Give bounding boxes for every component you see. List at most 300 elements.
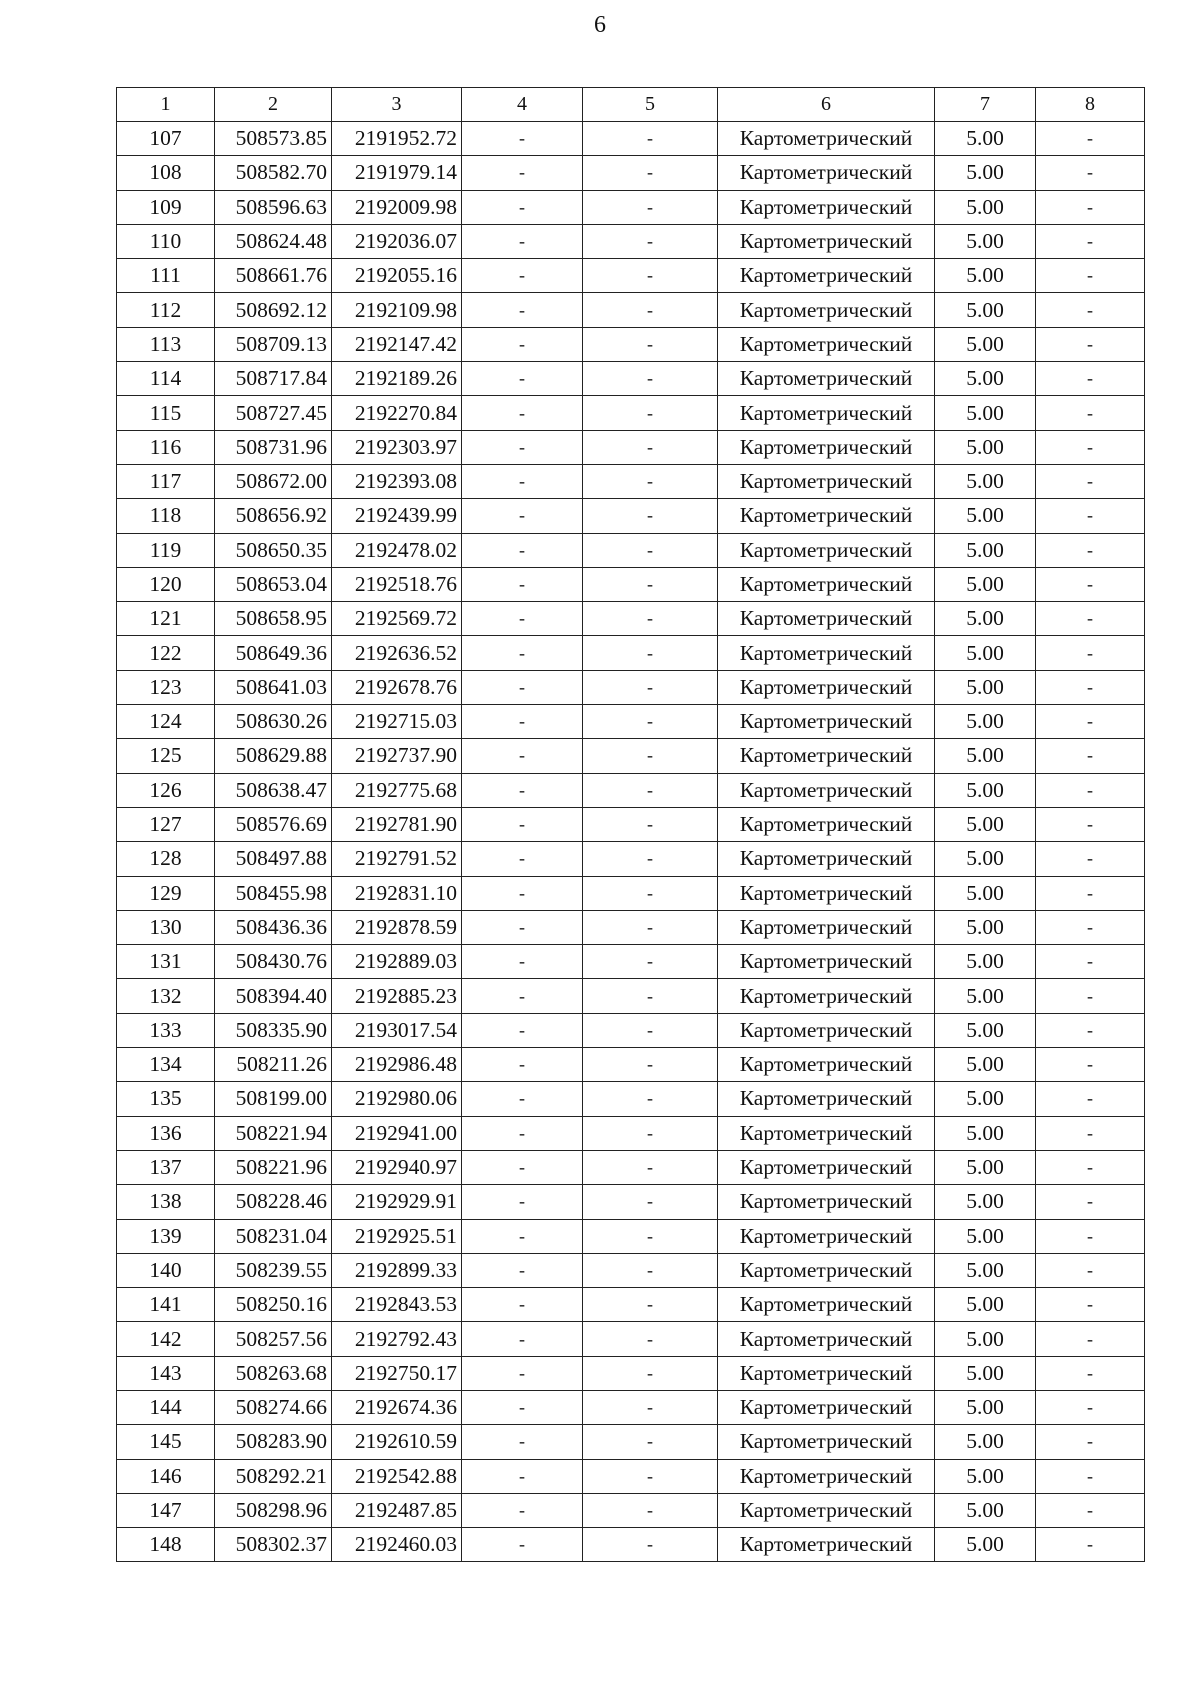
table-body <box>117 88 1145 1562</box>
table-row <box>117 224 1145 258</box>
table-cell: 2192781.90 <box>332 807 462 841</box>
table-row <box>117 602 1145 636</box>
table-cell: - <box>462 945 583 979</box>
table-row <box>117 842 1145 876</box>
table-row <box>117 1459 1145 1493</box>
table-cell: 5.00 <box>935 396 1036 430</box>
table-cell: Картометрический <box>718 1185 935 1219</box>
table-cell: 508335.90 <box>215 1013 332 1047</box>
table-cell: - <box>1036 1013 1145 1047</box>
table-cell: Картометрический <box>718 1459 935 1493</box>
table-cell: 5.00 <box>935 499 1036 533</box>
table-cell: - <box>462 156 583 190</box>
table-cell: - <box>583 1288 718 1322</box>
table-cell: Картометрический <box>718 1048 935 1082</box>
table-cell: 2192940.97 <box>332 1150 462 1184</box>
table-cell: 2192109.98 <box>332 293 462 327</box>
table-cell: - <box>583 1493 718 1527</box>
table-cell: - <box>583 670 718 704</box>
table-cell: 5.00 <box>935 842 1036 876</box>
table-cell: - <box>1036 156 1145 190</box>
table-cell: 2191979.14 <box>332 156 462 190</box>
table-cell: Картометрический <box>718 190 935 224</box>
table-cell: 128 <box>117 842 215 876</box>
table-cell: - <box>462 670 583 704</box>
table-cell: - <box>462 636 583 670</box>
table-row <box>117 533 1145 567</box>
table-cell: 2192715.03 <box>332 705 462 739</box>
table-cell: - <box>583 979 718 1013</box>
table-row <box>117 1356 1145 1390</box>
table-cell: 5.00 <box>935 1356 1036 1390</box>
table-cell: - <box>462 1116 583 1150</box>
table-row <box>117 1528 1145 1562</box>
table-cell: 508653.04 <box>215 567 332 601</box>
table-cell: Картометрический <box>718 362 935 396</box>
table-cell: Картометрический <box>718 224 935 258</box>
table-cell: - <box>462 1150 583 1184</box>
table-cell: Картометрический <box>718 1390 935 1424</box>
table-cell: 139 <box>117 1219 215 1253</box>
table-cell: - <box>462 224 583 258</box>
table-row <box>117 1219 1145 1253</box>
table-cell: - <box>1036 190 1145 224</box>
table-cell: 5.00 <box>935 567 1036 601</box>
table-cell: - <box>1036 1288 1145 1322</box>
table-cell: - <box>462 464 583 498</box>
table-row <box>117 362 1145 396</box>
table-cell: - <box>462 602 583 636</box>
table-row <box>117 1288 1145 1322</box>
table-cell: Картометрический <box>718 430 935 464</box>
table-cell: 508596.63 <box>215 190 332 224</box>
table-cell: 5.00 <box>935 1013 1036 1047</box>
table-cell: - <box>583 807 718 841</box>
table-cell: - <box>1036 327 1145 361</box>
table-cell: 508649.36 <box>215 636 332 670</box>
table-row <box>117 1116 1145 1150</box>
table-cell: 2192986.48 <box>332 1048 462 1082</box>
table-cell: 2192542.88 <box>332 1459 462 1493</box>
column-header: 3 <box>332 88 462 122</box>
table-cell: 5.00 <box>935 910 1036 944</box>
table-cell: 508455.98 <box>215 876 332 910</box>
table-row <box>117 1048 1145 1082</box>
table-cell: - <box>1036 362 1145 396</box>
table-cell: 127 <box>117 807 215 841</box>
table-cell: - <box>583 156 718 190</box>
table-cell: - <box>583 773 718 807</box>
table-cell: - <box>462 1528 583 1562</box>
table-cell: - <box>1036 430 1145 464</box>
table-cell: 126 <box>117 773 215 807</box>
table-cell: 508239.55 <box>215 1253 332 1287</box>
table-cell: - <box>583 293 718 327</box>
table-cell: 2192460.03 <box>332 1528 462 1562</box>
table-cell: - <box>1036 259 1145 293</box>
table-row <box>117 1390 1145 1424</box>
table-cell: 2192439.99 <box>332 499 462 533</box>
table-cell: - <box>462 1493 583 1527</box>
table-cell: 5.00 <box>935 122 1036 156</box>
table-cell: 140 <box>117 1253 215 1287</box>
table-cell: 508231.04 <box>215 1219 332 1253</box>
table-row <box>117 910 1145 944</box>
table-cell: 122 <box>117 636 215 670</box>
table-cell: - <box>583 739 718 773</box>
table-cell: 145 <box>117 1425 215 1459</box>
table-row <box>117 807 1145 841</box>
table-cell: 508497.88 <box>215 842 332 876</box>
table-cell: 132 <box>117 979 215 1013</box>
table-cell: 2192775.68 <box>332 773 462 807</box>
table-cell: - <box>1036 293 1145 327</box>
table-cell: - <box>1036 224 1145 258</box>
table-cell: 134 <box>117 1048 215 1082</box>
table-cell: 5.00 <box>935 945 1036 979</box>
table-cell: - <box>1036 979 1145 1013</box>
table-cell: 148 <box>117 1528 215 1562</box>
table-cell: 2192055.16 <box>332 259 462 293</box>
table-cell: 2192189.26 <box>332 362 462 396</box>
table-cell: - <box>462 739 583 773</box>
column-header: 5 <box>583 88 718 122</box>
table-cell: - <box>583 533 718 567</box>
table-cell: 2192009.98 <box>332 190 462 224</box>
table-cell: - <box>462 1459 583 1493</box>
table-cell: Картометрический <box>718 739 935 773</box>
table-cell: - <box>462 362 583 396</box>
coordinates-table <box>116 87 1145 1562</box>
table-cell: 508263.68 <box>215 1356 332 1390</box>
table-cell: - <box>1036 876 1145 910</box>
table-cell: 144 <box>117 1390 215 1424</box>
table-cell: 2192899.33 <box>332 1253 462 1287</box>
table-cell: 2192792.43 <box>332 1322 462 1356</box>
table-cell: - <box>1036 1390 1145 1424</box>
table-cell: 121 <box>117 602 215 636</box>
table-cell: 109 <box>117 190 215 224</box>
table-row <box>117 670 1145 704</box>
table-cell: 5.00 <box>935 327 1036 361</box>
table-row <box>117 979 1145 1013</box>
table-cell: 129 <box>117 876 215 910</box>
table-cell: 137 <box>117 1150 215 1184</box>
table-cell: Картометрический <box>718 1425 935 1459</box>
table-cell: - <box>1036 1048 1145 1082</box>
table-cell: - <box>462 1082 583 1116</box>
table-row <box>117 430 1145 464</box>
table-cell: - <box>462 567 583 601</box>
table-row <box>117 945 1145 979</box>
table-cell: 110 <box>117 224 215 258</box>
table-cell: - <box>462 773 583 807</box>
table-cell: 2192478.02 <box>332 533 462 567</box>
table-cell: 120 <box>117 567 215 601</box>
table-cell: 5.00 <box>935 1322 1036 1356</box>
table-cell: 125 <box>117 739 215 773</box>
table-cell: - <box>583 1459 718 1493</box>
table-cell: 508656.92 <box>215 499 332 533</box>
table-cell: 5.00 <box>935 1425 1036 1459</box>
table-cell: 115 <box>117 396 215 430</box>
table-cell: - <box>583 1253 718 1287</box>
table-row <box>117 156 1145 190</box>
table-cell: 130 <box>117 910 215 944</box>
table-cell: 2191952.72 <box>332 122 462 156</box>
table-cell: - <box>462 910 583 944</box>
table-cell: - <box>583 396 718 430</box>
table-cell: 136 <box>117 1116 215 1150</box>
table-row <box>117 1253 1145 1287</box>
table-cell: 112 <box>117 293 215 327</box>
table-cell: Картометрический <box>718 1082 935 1116</box>
table-cell: 508582.70 <box>215 156 332 190</box>
column-header: 6 <box>718 88 935 122</box>
table-cell: - <box>1036 910 1145 944</box>
table-cell: 2192636.52 <box>332 636 462 670</box>
table-cell: - <box>462 1048 583 1082</box>
table-cell: - <box>462 705 583 739</box>
table-cell: - <box>462 293 583 327</box>
table-row <box>117 567 1145 601</box>
table-cell: 116 <box>117 430 215 464</box>
table-cell: 141 <box>117 1288 215 1322</box>
table-cell: 5.00 <box>935 876 1036 910</box>
table-row <box>117 1013 1145 1047</box>
table-cell: 2192929.91 <box>332 1185 462 1219</box>
table-cell: 508727.45 <box>215 396 332 430</box>
table-cell: Картометрический <box>718 1150 935 1184</box>
table-cell: 508573.85 <box>215 122 332 156</box>
table-cell: 508221.96 <box>215 1150 332 1184</box>
table-cell: - <box>462 979 583 1013</box>
table-cell: - <box>462 1322 583 1356</box>
table-cell: 2192791.52 <box>332 842 462 876</box>
table-cell: 5.00 <box>935 1219 1036 1253</box>
column-header: 8 <box>1036 88 1145 122</box>
table-cell: - <box>583 122 718 156</box>
table-cell: Картометрический <box>718 396 935 430</box>
table-cell: - <box>462 1253 583 1287</box>
table-cell: Картометрический <box>718 636 935 670</box>
table-cell: 2192147.42 <box>332 327 462 361</box>
table-cell: - <box>583 327 718 361</box>
table-cell: - <box>583 1425 718 1459</box>
table-cell: 131 <box>117 945 215 979</box>
table-cell: - <box>583 1048 718 1082</box>
table-cell: Картометрический <box>718 979 935 1013</box>
table-cell: 508221.94 <box>215 1116 332 1150</box>
table-cell: 2192674.36 <box>332 1390 462 1424</box>
column-header: 2 <box>215 88 332 122</box>
table-cell: 2192941.00 <box>332 1116 462 1150</box>
table-row <box>117 876 1145 910</box>
table-row <box>117 1082 1145 1116</box>
table-cell: 114 <box>117 362 215 396</box>
table-cell: 5.00 <box>935 224 1036 258</box>
table-cell: 5.00 <box>935 807 1036 841</box>
table-cell: 2192980.06 <box>332 1082 462 1116</box>
table-cell: - <box>462 1425 583 1459</box>
table-cell: 135 <box>117 1082 215 1116</box>
table-cell: 146 <box>117 1459 215 1493</box>
table-cell: - <box>1036 1356 1145 1390</box>
table-cell: Картометрический <box>718 122 935 156</box>
table-row <box>117 396 1145 430</box>
table-cell: Картометрический <box>718 705 935 739</box>
table-cell: - <box>1036 1493 1145 1527</box>
table-cell: 5.00 <box>935 1082 1036 1116</box>
table-cell: 5.00 <box>935 1185 1036 1219</box>
table-cell: Картометрический <box>718 1253 935 1287</box>
table-cell: - <box>583 1150 718 1184</box>
table-cell: - <box>583 1219 718 1253</box>
table-row <box>117 190 1145 224</box>
table-cell: - <box>583 464 718 498</box>
table-cell: - <box>1036 670 1145 704</box>
table-cell: 508211.26 <box>215 1048 332 1082</box>
table-cell: 5.00 <box>935 670 1036 704</box>
table-cell: 5.00 <box>935 1150 1036 1184</box>
table-row <box>117 1425 1145 1459</box>
table-header-row <box>117 88 1145 122</box>
table-cell: - <box>583 1185 718 1219</box>
table-cell: - <box>1036 1116 1145 1150</box>
table-cell: 2192487.85 <box>332 1493 462 1527</box>
table-cell: 143 <box>117 1356 215 1390</box>
table-cell: 2192878.59 <box>332 910 462 944</box>
table-cell: Картометрический <box>718 327 935 361</box>
table-cell: - <box>583 945 718 979</box>
table-cell: 2192678.76 <box>332 670 462 704</box>
table-cell: - <box>1036 705 1145 739</box>
table-cell: - <box>1036 1082 1145 1116</box>
table-cell: 5.00 <box>935 190 1036 224</box>
table-cell: 508731.96 <box>215 430 332 464</box>
table-cell: 2192610.59 <box>332 1425 462 1459</box>
table-cell: Картометрический <box>718 1356 935 1390</box>
table-cell: - <box>1036 807 1145 841</box>
table-cell: Картометрический <box>718 602 935 636</box>
table-cell: Картометрический <box>718 1219 935 1253</box>
table-cell: 508302.37 <box>215 1528 332 1562</box>
table-cell: 111 <box>117 259 215 293</box>
table-cell: 5.00 <box>935 293 1036 327</box>
table-cell: 508250.16 <box>215 1288 332 1322</box>
table-cell: - <box>462 533 583 567</box>
table-cell: Картометрический <box>718 807 935 841</box>
table-cell: 5.00 <box>935 156 1036 190</box>
table-cell: - <box>462 842 583 876</box>
table-cell: - <box>462 259 583 293</box>
table-cell: - <box>583 705 718 739</box>
table-cell: - <box>1036 533 1145 567</box>
table-cell: - <box>462 807 583 841</box>
table-cell: - <box>583 362 718 396</box>
table-cell: 5.00 <box>935 1116 1036 1150</box>
table-cell: - <box>462 327 583 361</box>
table-cell: 5.00 <box>935 259 1036 293</box>
table-cell: 142 <box>117 1322 215 1356</box>
table-cell: 508658.95 <box>215 602 332 636</box>
table-cell: 2192569.72 <box>332 602 462 636</box>
table-row <box>117 259 1145 293</box>
table-cell: 2192036.07 <box>332 224 462 258</box>
table-cell: - <box>583 636 718 670</box>
table-cell: - <box>462 499 583 533</box>
table-cell: 5.00 <box>935 430 1036 464</box>
table-cell: - <box>1036 1253 1145 1287</box>
table-cell: 5.00 <box>935 464 1036 498</box>
table-cell: 5.00 <box>935 1493 1036 1527</box>
table-cell: 2192889.03 <box>332 945 462 979</box>
table-cell: 2192270.84 <box>332 396 462 430</box>
table-cell: 2192925.51 <box>332 1219 462 1253</box>
table-cell: - <box>583 1528 718 1562</box>
table-cell: 508709.13 <box>215 327 332 361</box>
table-cell: - <box>583 1082 718 1116</box>
table-cell: 508629.88 <box>215 739 332 773</box>
table-cell: - <box>1036 1459 1145 1493</box>
table-cell: - <box>462 1390 583 1424</box>
table-row <box>117 122 1145 156</box>
table-cell: Картометрический <box>718 876 935 910</box>
table-cell: 508630.26 <box>215 705 332 739</box>
table-cell: 2192750.17 <box>332 1356 462 1390</box>
table-cell: - <box>583 1390 718 1424</box>
table-cell: 508228.46 <box>215 1185 332 1219</box>
table-cell: - <box>462 1288 583 1322</box>
table-cell: Картометрический <box>718 499 935 533</box>
table-cell: 508436.36 <box>215 910 332 944</box>
table-cell: 508257.56 <box>215 1322 332 1356</box>
table-cell: - <box>1036 464 1145 498</box>
table-row <box>117 1150 1145 1184</box>
table-cell: - <box>583 567 718 601</box>
table-cell: - <box>1036 396 1145 430</box>
table-cell: - <box>583 602 718 636</box>
table-cell: 2192831.10 <box>332 876 462 910</box>
table-row <box>117 1185 1145 1219</box>
table-cell: - <box>1036 122 1145 156</box>
table-cell: Картометрический <box>718 259 935 293</box>
table-row <box>117 327 1145 361</box>
table-cell: Картометрический <box>718 1013 935 1047</box>
table-cell: 5.00 <box>935 705 1036 739</box>
table-row <box>117 739 1145 773</box>
table-cell: 5.00 <box>935 1253 1036 1287</box>
table-row <box>117 636 1145 670</box>
table-cell: - <box>462 1219 583 1253</box>
table-cell: - <box>462 1185 583 1219</box>
table-cell: - <box>583 1322 718 1356</box>
table-cell: 138 <box>117 1185 215 1219</box>
table-cell: 508576.69 <box>215 807 332 841</box>
table-cell: - <box>462 430 583 464</box>
table-cell: Картометрический <box>718 842 935 876</box>
table-cell: 5.00 <box>935 773 1036 807</box>
table-cell: 508430.76 <box>215 945 332 979</box>
table-cell: Картометрический <box>718 1528 935 1562</box>
column-header: 1 <box>117 88 215 122</box>
table-cell: - <box>1036 1150 1145 1184</box>
table-cell: 508672.00 <box>215 464 332 498</box>
table-cell: - <box>583 190 718 224</box>
table-cell: 118 <box>117 499 215 533</box>
table-cell: - <box>1036 1528 1145 1562</box>
table-cell: - <box>1036 1425 1145 1459</box>
